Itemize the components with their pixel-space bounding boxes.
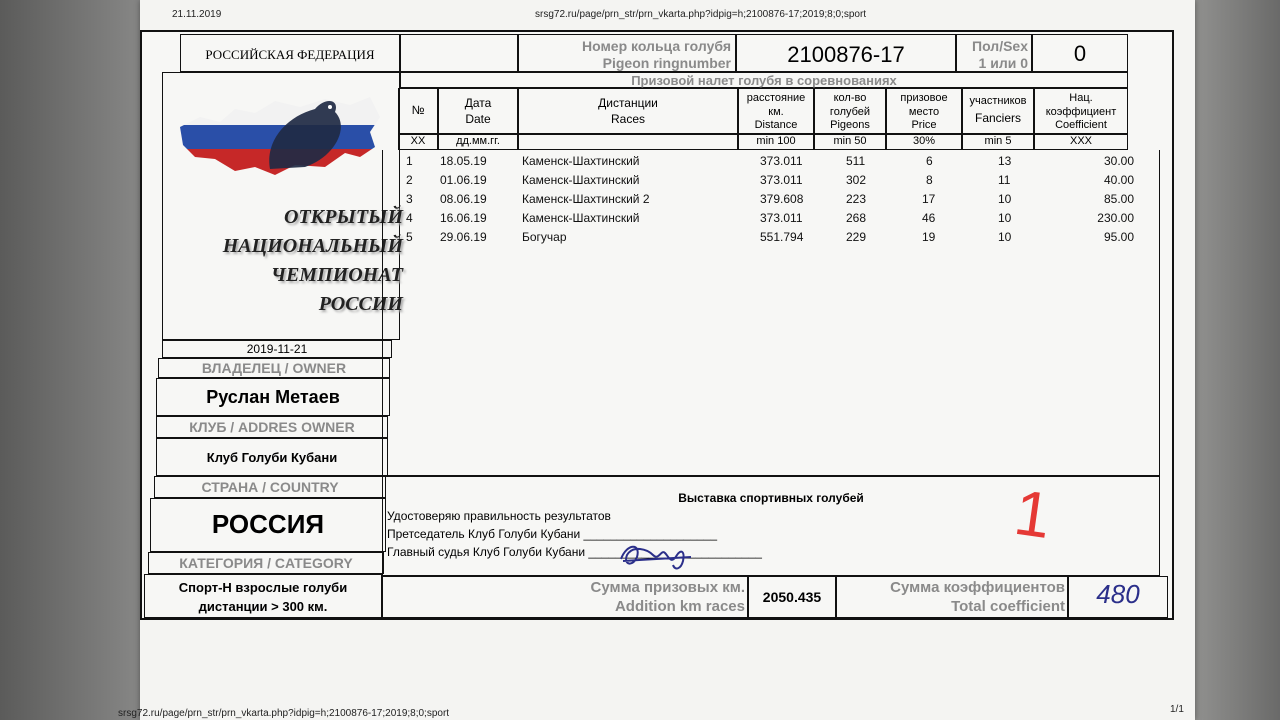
print-url-header: srsg72.ru/page/prn_str/prn_vkarta.php?idpig=h;2100876-17;2019;8;0;sport (535, 9, 867, 20)
club-label-cell (156, 416, 388, 438)
sex-label-ru: Пол/Sex (972, 38, 1028, 54)
table-row: 2 01.06.19 Каменск-Шахтинский 373.011 302 8 11 40.00 (406, 173, 1134, 187)
club-name-cell (156, 438, 388, 476)
card-date: 2019-11-21 (246, 342, 308, 356)
signature-area (382, 476, 1160, 576)
signature-icon (613, 535, 703, 575)
ring-number: 2100876-17 (787, 42, 905, 67)
sex-label-cell (956, 34, 1032, 72)
sum-km-ru: Сумма призовых км. (590, 579, 745, 596)
date-cell (162, 340, 392, 358)
sub-header-races (518, 134, 738, 150)
col-header-date: Дата Date (438, 88, 518, 134)
country-label: СТРАНА / COUNTRY (201, 479, 339, 495)
category-label: КАТЕГОРИЯ / CATEGORY (179, 555, 353, 571)
category-label-cell (148, 552, 384, 574)
sex-value: 0 (1073, 41, 1087, 66)
print-url-footer: srsg72.ru/page/prn_str/prn_vkarta.php?idpig=h;2100876-17;2019;8;0;sport (118, 708, 450, 719)
col-header-n: № (398, 88, 438, 134)
table-row: 5 29.06.19 Богучар 551.794 229 19 10 95.00 (406, 230, 1134, 244)
col-header-races: Дистанции Races (518, 88, 738, 134)
sum-coef-value-cell (1068, 576, 1168, 618)
paper-sheet (118, 0, 1195, 720)
col-header-coefficient: Нац. коэффициент Coefficient (1034, 88, 1128, 134)
sub-header-coefficient: XXX (1034, 134, 1128, 150)
table-title: Призовой налет голубя в соревнованиях (631, 73, 897, 88)
sub-header-distance: min 100 (738, 134, 814, 150)
sub-header-price: 30% (886, 134, 962, 150)
club-label: КЛУБ / ADDRES OWNER (189, 419, 355, 435)
category-line-2: дистанции > 300 км. (198, 599, 328, 614)
col-header-pigeons: кол-во голубей Pigeons (814, 88, 886, 134)
sum-km-value: 2050.435 (762, 589, 822, 605)
emblem-cell (162, 72, 403, 340)
col-header-distance: расстояние км. Distance (738, 88, 814, 134)
owner-label-cell (158, 358, 390, 378)
sex-value-cell (1032, 34, 1128, 72)
certify-text: Удостоверяю правильность результатов (387, 509, 611, 523)
col-header-fanciers: участников Fanciers (962, 88, 1034, 134)
owner-label: ВЛАДЕЛЕЦ / OWNER (201, 360, 347, 376)
owner-name-cell (156, 378, 390, 416)
country-name-cell (150, 498, 386, 552)
country-name: РОССИЯ (211, 509, 325, 539)
chairman-text: Претседатель Клуб Голуби Кубани (387, 527, 581, 541)
empty-header-cell (400, 34, 518, 72)
sum-km-label-cell (382, 576, 748, 618)
championship-line-4: РОССИИ (318, 293, 403, 315)
ring-label-ru: Номер кольца голубя (581, 38, 731, 54)
table-body-frame (382, 150, 1160, 476)
russia-flag-map-icon (175, 87, 385, 187)
category-line-1: Спорт-Н взрослые голуби (178, 580, 348, 595)
desk-background-left (0, 0, 150, 720)
ring-number-cell (736, 34, 956, 72)
ring-label-en: Pigeon ringnumber (602, 55, 731, 71)
table-row: 3 08.06.19 Каменск-Шахтинский 2 379.608 223 17 10 85.00 (406, 192, 1134, 206)
sum-coef-en: Total coefficient (951, 598, 1065, 615)
handwritten-place: 1 (1010, 475, 1056, 553)
page-number: 1/1 (1170, 704, 1184, 715)
sum-km-en: Addition km races (614, 598, 745, 615)
championship-line-3: ЧЕМПИОНАТ (271, 264, 403, 286)
pigeon-card (140, 30, 1174, 620)
exhibition-title: Выставка спортивных голубей (678, 491, 864, 505)
sex-label-en: 1 или 0 (978, 55, 1028, 71)
country-header-cell (180, 34, 400, 72)
owner-name: Руслан Метаев (206, 387, 340, 407)
club-name: Клуб Голуби Кубани (206, 450, 338, 465)
ring-label-cell (518, 34, 736, 72)
sum-coef-ru: Сумма коэффициентов (890, 579, 1065, 596)
judge-line: Главный судья Клуб Голуби Кубани __________________________ (387, 545, 762, 559)
table-title-cell (400, 72, 1128, 88)
sub-header-pigeons: min 50 (814, 134, 886, 150)
chairman-line: Претседатель Клуб Голуби Кубани ____________________ (387, 527, 718, 541)
sum-km-value-cell (748, 576, 836, 618)
sub-header-n: XX (398, 134, 438, 150)
table-row: 4 16.06.19 Каменск-Шахтинский 373.011 268 46 10 230.00 (406, 211, 1134, 225)
sum-coef-label-cell (836, 576, 1068, 618)
championship-line-1: ОТКРЫТЫЙ (284, 206, 403, 228)
country-header: РОССИЙСКАЯ ФЕДЕРАЦИЯ (205, 47, 375, 62)
sub-header-fanciers: min 5 (962, 134, 1034, 150)
table-row: 1 18.05.19 Каменск-Шахтинский 373.011 511 6 13 30.00 (406, 154, 1134, 168)
col-header-price: призовое место Price (886, 88, 962, 134)
category-value-cell (144, 574, 382, 618)
handwritten-total: 480 (1096, 579, 1140, 609)
championship-line-2: НАЦИОНАЛЬНЫЙ (222, 235, 403, 257)
sub-header-date: дд.мм.гг. (438, 134, 518, 150)
print-date: 21.11.2019 (172, 9, 222, 20)
judge-text: Главный судья Клуб Голуби Кубани (387, 545, 586, 559)
country-label-cell (154, 476, 386, 498)
